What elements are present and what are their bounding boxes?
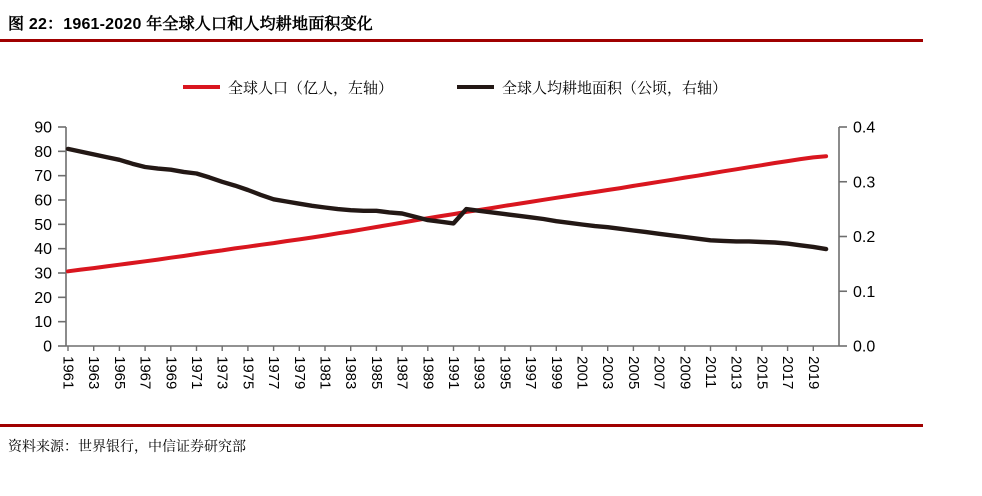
x-axis-year-label: 2011 (702, 356, 719, 389)
x-axis-year-label: 1961 (59, 356, 77, 390)
x-axis-year-label: 2007 (650, 356, 668, 390)
x-axis-year-label: 1987 (393, 356, 411, 390)
left-axis-tick-label: 60 (34, 192, 52, 210)
left-axis-tick-label: 0 (43, 338, 52, 356)
x-axis-year-label: 1991 (445, 356, 462, 390)
left-axis-tick-label: 20 (34, 289, 52, 307)
x-axis-year-label: 1963 (85, 356, 103, 390)
left-axis-tick-label: 40 (34, 241, 52, 259)
x-axis-year-label: 1973 (213, 356, 231, 390)
x-axis-year-label: 2017 (779, 356, 797, 390)
legend-item-population (183, 77, 393, 98)
x-axis-year-label: 1969 (162, 356, 180, 390)
x-axis-year-label: 2003 (599, 356, 617, 390)
x-axis-year-label: 1975 (239, 356, 257, 390)
chart-svg (0, 110, 982, 420)
x-axis-year-label: 2009 (676, 356, 694, 390)
left-axis-tick-label: 10 (34, 314, 52, 332)
legend-item-arable-land (457, 77, 727, 98)
arable-land-line-swatch (457, 85, 494, 89)
legend-label-arable-land: 全球人均耕地面积（公顷，右轴） (502, 79, 728, 97)
right-axis-tick-label: 0.2 (853, 229, 876, 246)
x-axis-year-label: 1983 (342, 356, 360, 390)
left-axis-tick-label: 70 (34, 168, 52, 186)
chart-legend (60, 76, 850, 98)
right-axis-tick-label: 0.1 (853, 283, 876, 301)
x-axis-year-label: 1995 (496, 356, 514, 390)
left-axis-tick-label: 80 (34, 143, 52, 161)
x-axis-year-label: 1979 (290, 356, 308, 390)
x-axis-year-label: 1971 (188, 356, 205, 390)
population-line-swatch (183, 85, 220, 89)
left-axis-tick-label: 50 (34, 216, 52, 234)
source-note: 资料来源：世界银行，中信证券研究部 (8, 438, 246, 454)
figure-title: 图 22：1961-2020 年全球人口和人均耕地面积变化 (8, 16, 374, 33)
x-axis-year-label: 1989 (419, 356, 437, 390)
right-axis-tick-label: 0.3 (853, 174, 876, 192)
left-axis-tick-label: 90 (34, 119, 52, 137)
right-axis-tick-label: 0.0 (853, 338, 876, 356)
x-axis-year-label: 1977 (265, 356, 283, 390)
x-axis-year-label: 2019 (804, 356, 822, 390)
x-axis-year-label: 1993 (470, 356, 488, 390)
x-axis-year-label: 2015 (753, 356, 771, 390)
x-axis-year-label: 1997 (522, 356, 540, 390)
x-axis-year-label: 2001 (573, 356, 591, 390)
right-axis-tick-label: 0.4 (853, 119, 876, 137)
x-axis-year-label: 1999 (547, 356, 565, 390)
left-axis-tick-label: 30 (34, 265, 52, 283)
arable-land-series-line (68, 149, 826, 249)
x-axis-year-label: 2005 (624, 356, 642, 390)
x-axis-year-label: 2013 (727, 356, 745, 390)
title-underline-rule (0, 39, 923, 42)
x-axis-year-label: 1967 (136, 356, 154, 390)
x-axis-year-label: 1981 (316, 356, 334, 390)
x-axis-year-label: 1965 (110, 356, 128, 390)
legend-label-population: 全球人口（亿人，左轴） (227, 79, 393, 97)
footer-rule (0, 424, 923, 427)
x-axis-year-label: 1985 (367, 356, 385, 390)
